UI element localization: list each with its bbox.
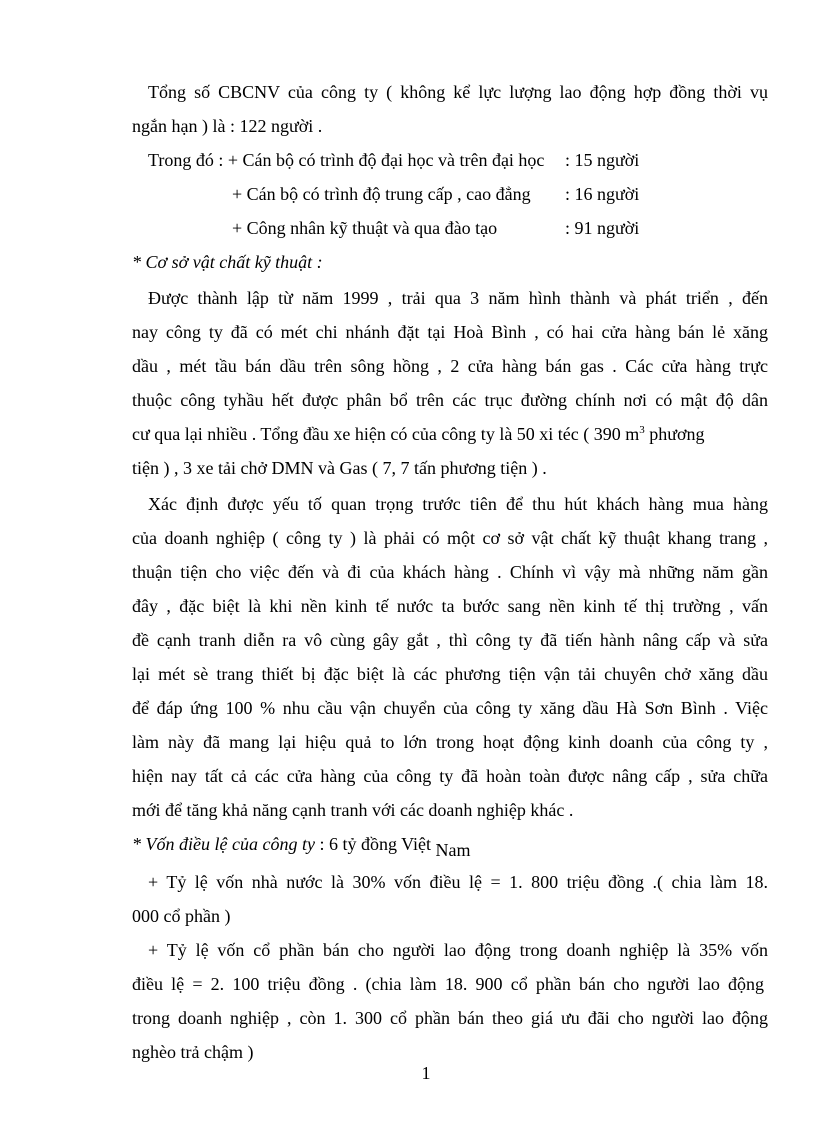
paragraph-line: 000 cổ phần ) [132, 906, 231, 926]
paragraph-line: nghèo trả chậm ) [132, 1042, 254, 1062]
staff-count: : 91 người [565, 218, 640, 238]
paragraph-line [132, 422, 705, 446]
paragraph-line: mới để tăng khả năng cạnh tranh với các doanh nghiệp khác . [132, 800, 574, 820]
paragraph-line: để đáp ứng 100 % nhu cầu vận chuyển của công ty xăng dầu Hà Sơn Bình . Việc [132, 698, 768, 718]
paragraph-line: + Tỷ lệ vốn cổ phần bán cho người lao động trong doanh nghiệp là 35% vốn [148, 940, 768, 960]
paragraph-line: làm này đã mang lại hiệu quả to lớn trong hoạt động kinh doanh của công ty , [132, 732, 768, 752]
paragraph-line: Xác định được yếu tố quan trọng trước tiên để thu hút khách hàng mua hàng [148, 494, 768, 514]
paragraph-line: ngắn hạn ) là : 122 người . [132, 116, 323, 136]
paragraph-line: tiện ) , 3 xe tải chở DMN và Gas ( 7, 7 tấn phương tiện ) . [132, 458, 547, 478]
line-text: phương [644, 424, 705, 444]
paragraph-line: thuộc công tyhầu hết được phân bổ trên các trục đường chính nơi có mật độ dân [132, 390, 768, 410]
paragraph-line: đề cạnh tranh diễn ra vô cùng gây gắt , thì công ty đã tiến hành nâng cấp và sửa [132, 630, 768, 650]
paragraph-line: + Tỷ lệ vốn nhà nước là 30% vốn điều lệ = 1. 800 triệu đồng .( chia làm 18. [148, 872, 768, 892]
paragraph-line: điều lệ = 2. 100 triệu đồng . (chia làm 18. 900 cổ phần bán cho người lao động [132, 974, 764, 994]
staff-count: : 16 người [565, 184, 640, 204]
staff-item: + Cán bộ có trình độ trung cấp , cao đẳng [232, 184, 531, 204]
paragraph-line: của doanh nghiệp ( công ty ) là phải có một cơ sở vật chất kỹ thuật khang trang , [132, 528, 768, 548]
heading-tail: Nam [435, 840, 471, 860]
page-number: 1 [421, 1063, 431, 1083]
paragraph-line: dầu , mét tầu bán dầu trên sông hồng , 2 cửa hàng bán gas . Các cửa hàng trực [132, 356, 768, 376]
staff-count: : 15 người [565, 150, 640, 170]
paragraph-line: Tổng số CBCNV của công ty ( không kể lực lượng lao động hợp đồng thời vụ [148, 82, 768, 102]
paragraph-line: đây , đặc biệt là khi nền kinh tế nước ta bước sang nền kinh tế thị trường , vấn [132, 596, 768, 616]
paragraph-line: lại mét sè trang thiết bị đặc biệt là các phương tiện vận tải chuyên chở xăng dầu [132, 664, 768, 684]
heading-label: * Vốn điều lệ của công ty [132, 834, 315, 854]
paragraph-line: hiện nay tất cả các cửa hàng của công ty đã hoàn toàn được nâng cấp , sửa chữa [132, 766, 768, 786]
staff-item: + Công nhân kỹ thuật và qua đào tạo [232, 218, 498, 238]
paragraph-line: nay công ty đã có mét chi nhánh đặt tại Hoà Bình , có hai cửa hàng bán lẻ xăng [132, 322, 768, 342]
section-heading [132, 832, 471, 860]
paragraph-line: thuận tiện cho việc đến và đi của khách hàng . Chính vì vậy mà những năm gần [132, 562, 768, 582]
superscript: 3 [639, 424, 645, 436]
heading-value: : 6 tỷ đồng Việt [314, 834, 432, 854]
line-text: cư qua lại nhiều . Tổng đầu xe hiện có của công ty là 50 xi téc ( 390 m [132, 424, 640, 444]
staff-item: Trong đó : + Cán bộ có trình độ đại học và trên đại học [148, 150, 545, 170]
paragraph-line: Được thành lập từ năm 1999 , trải qua 3 năm hình thành và phát triển , đến [148, 288, 768, 308]
section-heading: * Cơ sở vật chất kỹ thuật : [132, 252, 323, 272]
paragraph-line: trong doanh nghiệp , còn 1. 300 cổ phần bán theo giá ưu đãi cho người lao động [132, 1008, 768, 1028]
